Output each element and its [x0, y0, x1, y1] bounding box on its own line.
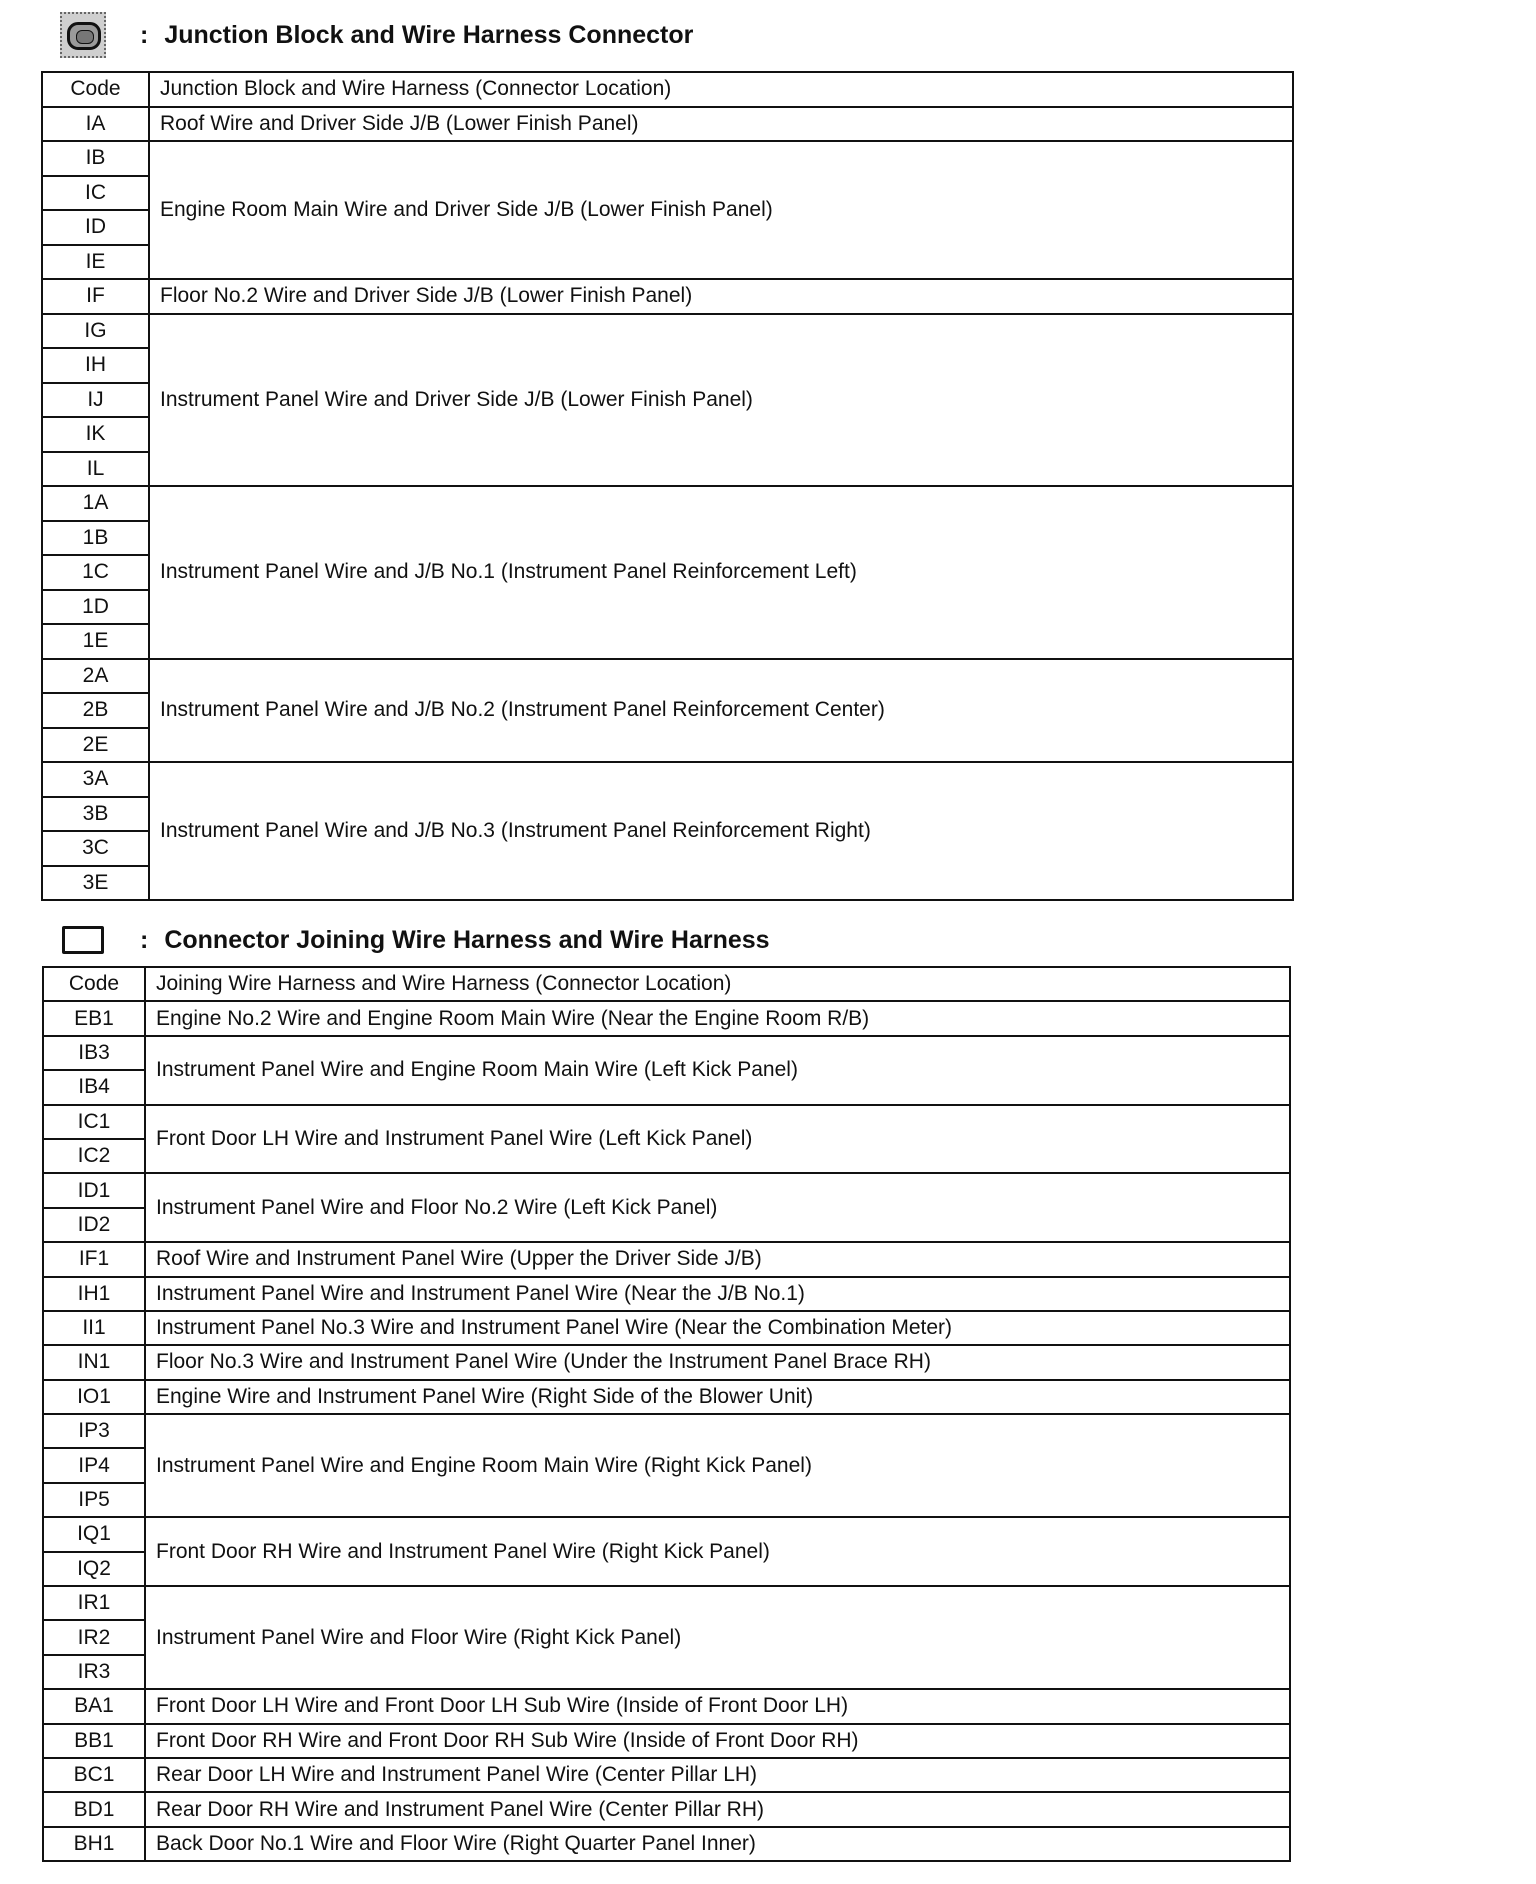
- connector-code: IB4: [43, 1070, 145, 1104]
- connector-code: BA1: [43, 1689, 145, 1723]
- connector-location: Engine No.2 Wire and Engine Room Main Wire (Near the Engine Room R/B): [145, 1001, 1290, 1035]
- connector-code: IF: [42, 279, 149, 314]
- connector-code: IR1: [43, 1586, 145, 1620]
- connector-code: IC2: [43, 1139, 145, 1173]
- connector-location: Floor No.2 Wire and Driver Side J/B (Lower Finish Panel): [149, 279, 1293, 314]
- connector-code: ID2: [43, 1208, 145, 1242]
- connector-code: 2B: [42, 693, 149, 728]
- connector-code: IL: [42, 452, 149, 487]
- connector-code: IO1: [43, 1380, 145, 1414]
- connector-code: IN1: [43, 1345, 145, 1379]
- connector-code: IC: [42, 176, 149, 211]
- table-row: [43, 1380, 1290, 1414]
- connector-code: BB1: [43, 1724, 145, 1758]
- connector-location: Roof Wire and Instrument Panel Wire (Upper the Driver Side J/B): [145, 1242, 1290, 1276]
- connector-code: 1A: [42, 486, 149, 521]
- section2-header: [60, 918, 770, 962]
- table-row: [42, 107, 1293, 142]
- connector-code: ID1: [43, 1173, 145, 1207]
- connector-location: Instrument Panel No.3 Wire and Instrument Panel Wire (Near the Combination Meter): [145, 1311, 1290, 1345]
- junction-block-table: [41, 71, 1294, 901]
- section1-colon: :: [140, 20, 149, 49]
- connector-code: ID: [42, 210, 149, 245]
- connector-code: IK: [42, 417, 149, 452]
- connector-location: Engine Wire and Instrument Panel Wire (Right Side of the Blower Unit): [145, 1380, 1290, 1414]
- connector-code: 2A: [42, 659, 149, 694]
- connector-location: Floor No.3 Wire and Instrument Panel Wire (Under the Instrument Panel Brace RH): [145, 1345, 1290, 1379]
- table-row: [42, 279, 1293, 314]
- section2-colon: :: [140, 925, 149, 954]
- table-row: [43, 1689, 1290, 1723]
- connector-location: Rear Door RH Wire and Instrument Panel Wire (Center Pillar RH): [145, 1792, 1290, 1826]
- connector-location: Instrument Panel Wire and Engine Room Main Wire (Right Kick Panel): [145, 1414, 1290, 1517]
- table-row: [42, 314, 1293, 349]
- code-header: Code: [43, 967, 145, 1001]
- connector-code: 3A: [42, 762, 149, 797]
- connector-location: Instrument Panel Wire and Engine Room Main Wire (Left Kick Panel): [145, 1036, 1290, 1105]
- connector-code: IQ2: [43, 1552, 145, 1586]
- table-row: [43, 1758, 1290, 1792]
- connector-code: BH1: [43, 1827, 145, 1861]
- connector-location: Instrument Panel Wire and J/B No.1 (Instrument Panel Reinforcement Left): [149, 486, 1293, 659]
- header-row: [42, 72, 1293, 107]
- connector-code: IB3: [43, 1036, 145, 1070]
- table-row: [43, 1311, 1290, 1345]
- connector-code: IF1: [43, 1242, 145, 1276]
- connector-code: IC1: [43, 1105, 145, 1139]
- table-row: [43, 1792, 1290, 1826]
- connector-location: Rear Door LH Wire and Instrument Panel Wire (Center Pillar LH): [145, 1758, 1290, 1792]
- location-header: Junction Block and Wire Harness (Connector Location): [149, 72, 1293, 107]
- connector-icon: [62, 926, 104, 954]
- junction-block-icon: [60, 12, 106, 58]
- table-row: [43, 1345, 1290, 1379]
- table-row: [43, 1036, 1290, 1070]
- table-row: [43, 1517, 1290, 1551]
- connector-code: IJ: [42, 383, 149, 418]
- location-header: Joining Wire Harness and Wire Harness (Connector Location): [145, 967, 1290, 1001]
- connector-code: 3C: [42, 831, 149, 866]
- connector-location: Front Door LH Wire and Instrument Panel Wire (Left Kick Panel): [145, 1105, 1290, 1174]
- table-row: [43, 1724, 1290, 1758]
- connector-code: IR3: [43, 1655, 145, 1689]
- connector-code: IP4: [43, 1448, 145, 1482]
- connector-code: BD1: [43, 1792, 145, 1826]
- connector-code: IP3: [43, 1414, 145, 1448]
- connector-location: Roof Wire and Driver Side J/B (Lower Finish Panel): [149, 107, 1293, 142]
- connector-code: 1B: [42, 521, 149, 556]
- connector-code: 1E: [42, 624, 149, 659]
- table-row: [42, 659, 1293, 694]
- connector-code: BC1: [43, 1758, 145, 1792]
- table-row: [43, 1827, 1290, 1861]
- connector-code: IH1: [43, 1277, 145, 1311]
- table-row: [43, 1173, 1290, 1207]
- table-row: [43, 1001, 1290, 1035]
- table-row: [43, 1414, 1290, 1448]
- connector-code: 3B: [42, 797, 149, 832]
- header-row: [43, 967, 1290, 1001]
- junction-block-table-body: [42, 72, 1293, 900]
- connector-location: Front Door RH Wire and Instrument Panel Wire (Right Kick Panel): [145, 1517, 1290, 1586]
- table-row: [43, 1586, 1290, 1620]
- joining-connector-table-body: [43, 967, 1290, 1861]
- connector-code: IP5: [43, 1483, 145, 1517]
- table-row: [42, 762, 1293, 797]
- connector-code: EB1: [43, 1001, 145, 1035]
- connector-code: IG: [42, 314, 149, 349]
- section2-title: Connector Joining Wire Harness and Wire Harness: [164, 925, 770, 954]
- connector-code: II1: [43, 1311, 145, 1345]
- connector-location: Engine Room Main Wire and Driver Side J/B (Lower Finish Panel): [149, 141, 1293, 279]
- connector-code: 2E: [42, 728, 149, 763]
- connector-code: IR2: [43, 1620, 145, 1654]
- connector-location: Instrument Panel Wire and J/B No.2 (Instrument Panel Reinforcement Center): [149, 659, 1293, 763]
- section1-title: Junction Block and Wire Harness Connector: [164, 20, 694, 49]
- table-row: [43, 1105, 1290, 1139]
- connector-location: Instrument Panel Wire and Floor No.2 Wire (Left Kick Panel): [145, 1173, 1290, 1242]
- code-header: Code: [42, 72, 149, 107]
- section1-header: [60, 12, 693, 58]
- connector-code: IA: [42, 107, 149, 142]
- connector-location: Instrument Panel Wire and J/B No.3 (Instrument Panel Reinforcement Right): [149, 762, 1293, 900]
- connector-code: 1C: [42, 555, 149, 590]
- connector-location: Instrument Panel Wire and Driver Side J/B (Lower Finish Panel): [149, 314, 1293, 487]
- connector-code: IQ1: [43, 1517, 145, 1551]
- connector-location: Front Door LH Wire and Front Door LH Sub Wire (Inside of Front Door LH): [145, 1689, 1290, 1723]
- table-row: [42, 486, 1293, 521]
- table-row: [43, 1277, 1290, 1311]
- table-row: [43, 1242, 1290, 1276]
- joining-connector-table: [42, 966, 1291, 1862]
- connector-code: IH: [42, 348, 149, 383]
- connector-code: IE: [42, 245, 149, 280]
- connector-code: 1D: [42, 590, 149, 625]
- connector-location: Instrument Panel Wire and Instrument Panel Wire (Near the J/B No.1): [145, 1277, 1290, 1311]
- connector-location: Front Door RH Wire and Front Door RH Sub Wire (Inside of Front Door RH): [145, 1724, 1290, 1758]
- connector-location: Instrument Panel Wire and Floor Wire (Right Kick Panel): [145, 1586, 1290, 1689]
- table-row: [42, 141, 1293, 176]
- connector-location: Back Door No.1 Wire and Floor Wire (Right Quarter Panel Inner): [145, 1827, 1290, 1861]
- connector-code: 3E: [42, 866, 149, 901]
- connector-code: IB: [42, 141, 149, 176]
